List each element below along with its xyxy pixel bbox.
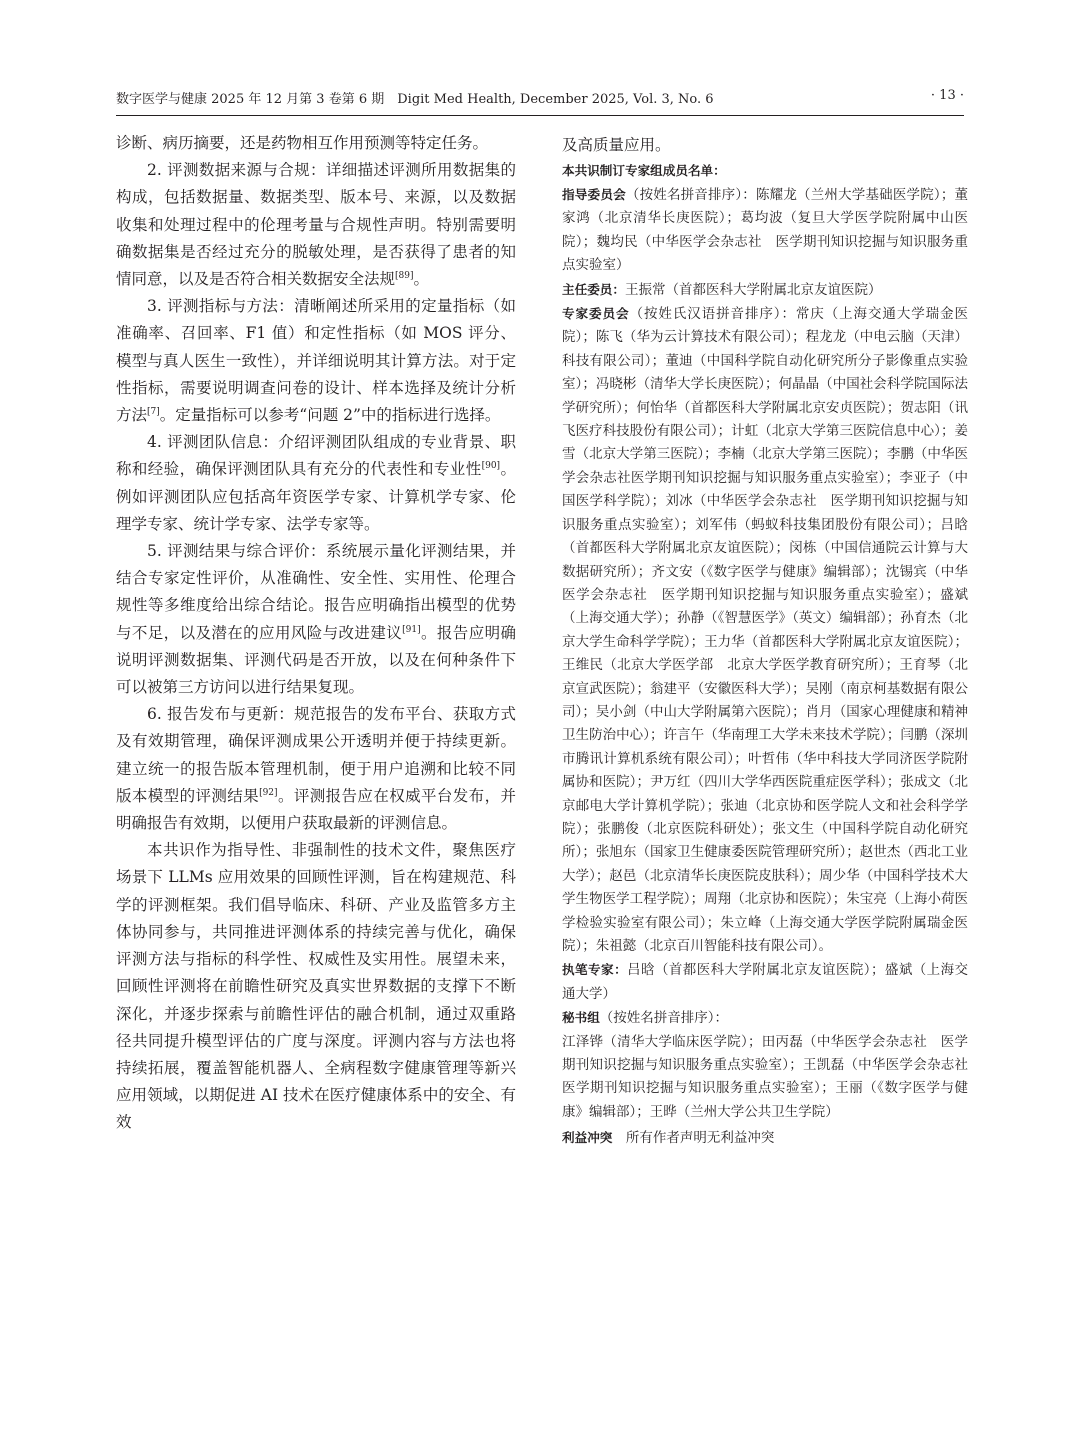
section-label: 指导委员会 bbox=[562, 187, 626, 202]
paragraph-text: 。例如评测团队应包括高年资医学专家、计算机学专家、伦理学专家、统计学专家、法学专家等。 bbox=[116, 460, 516, 533]
paragraph-text: 5. 评测结果与综合评价：系统展示量化评测结果，并结合专家定性评价，从准确性、安全性、实用性、伦理合规性等多维度给出综合结论。报告应明确指出模型的优势与不足，以及潜在的应用风险与改进建议 bbox=[116, 542, 516, 642]
paragraph-team bbox=[116, 429, 516, 538]
paragraph-continued: 诊断、病历摘要，还是药物相互作用预测等特定任务。 bbox=[116, 134, 489, 152]
section-text: （按姓名拼音排序）：陈耀龙（兰州大学基础医学院）；董家鸿（北京清华长庚医院）；葛均波（复旦大学医学院附属中山医院）；魏均民（中华医学会杂志社 医学期刊知识挖掘与知识服务重点实验室） bbox=[562, 187, 968, 274]
chair-committee bbox=[562, 278, 968, 302]
writing-experts bbox=[562, 958, 968, 1006]
citation-ref: [91] bbox=[402, 624, 421, 635]
paragraph-text: 。评测报告应在权威平台发布，并明确报告有效期，以便用户获取最新的评测信息。 bbox=[116, 786, 516, 833]
paragraph-text: 2. 评测数据来源与合规：详细描述评测所用数据集的构成，包括数据量、数据类型、版本号、来源，以及数据收集和处理过程中的伦理考量与合规性声明。特别需要明确数据集是否经过充分的脱敏处理，是否获得了患者的知情同意，以及是否符合相关数据安全法规 bbox=[116, 161, 516, 289]
guidance-committee bbox=[562, 183, 968, 278]
citation-ref: [7] bbox=[147, 406, 160, 417]
citation-ref: [90] bbox=[481, 461, 501, 472]
section-label: 秘书组 bbox=[562, 1010, 600, 1026]
paragraph-text: 4. 评测团队信息：介绍评测团队组成的专业背景、职称和经验，确保评测团队具有充分的代表性和专业性 bbox=[116, 433, 516, 479]
paragraph-release bbox=[116, 701, 516, 837]
member-list-title: 本共识制订专家组成员名单： bbox=[562, 163, 726, 178]
section-text: （按姓名拼音排序）： bbox=[599, 1010, 729, 1027]
paragraph-text: 。 bbox=[413, 270, 430, 289]
paragraph-metrics bbox=[116, 293, 516, 429]
section-text: 吕晗（首都医科大学附属北京友谊医院）；盛斌（上海交通大学） bbox=[562, 962, 969, 1002]
paragraph-text: 。报告应明确说明评测数据集、评测代码是否开放，以及在何种条件下可以被第三方访问以进行结果复现。 bbox=[116, 623, 516, 697]
citation-ref: [92] bbox=[259, 787, 278, 798]
journal-name-en: Digit Med Health, December 2025, Vol. 3, No. 6 bbox=[397, 92, 714, 107]
secretariat-members: 江泽铧（清华大学临床医学院）；田丙磊（中华医学会杂志社 医学期刊知识挖掘与知识服务重点实验室）；王凯磊（中华医学会杂志社 医学期刊知识挖掘与知识服务重点实验室）；王丽（《数字医学与健康》编辑部）；王晔（兰州大学公共卫生学院） bbox=[562, 1033, 982, 1120]
paragraph-text: 3. 评测指标与方法：清晰阐述所采用的定量指标（如准确率、召回率、F1 值）和定性指标（如 MOS 评分、模型与真人医生一致性），并详细说明其计算方法。对于定性指标，需要说明调查问卷的设计、样本选择及统计分析方法 bbox=[116, 297, 516, 425]
secretariat-heading bbox=[562, 1006, 968, 1030]
section-label: 主任委员： bbox=[562, 281, 625, 297]
left-column bbox=[116, 130, 516, 1137]
expert-committee bbox=[562, 302, 968, 958]
page-number: · 13 · bbox=[930, 88, 964, 103]
citation-ref: [89] bbox=[395, 270, 414, 281]
running-header bbox=[116, 88, 964, 112]
section-text: 王振常（首都医科大学附属北京友谊医院） bbox=[624, 281, 882, 298]
section-label: 专家委员会 bbox=[562, 306, 630, 322]
conflict-of-interest bbox=[562, 1126, 968, 1150]
journal-name-cn: 数字医学与健康 2025 年 12 月第 3 卷第 6 期 bbox=[116, 92, 385, 107]
paragraph-results bbox=[116, 538, 516, 701]
header-divider bbox=[116, 115, 964, 116]
section-label: 利益冲突 bbox=[562, 1130, 613, 1146]
right-column bbox=[562, 132, 982, 1151]
paragraph-conclusion: 本共识作为指导性、非强制性的技术文件，聚焦医疗场景下 LLMs 应用效果的回顾性评测，旨在构建规范、科学的评测框架。我们倡导临床、科研、产业及监管多方主体协同参与，共同推进评测体系的持续完善与优化，确保评测方法与指标的科学性、权威性及实用性。展望未来，回顾性评测将在前瞻性研究及真实世界数据的支撑下不断深化，并逐步探索与前瞻性评估的融合机制，通过双重路径共同提升模型评估的广度与深度。评测内容与方法也将持续拓展，覆盖智能机器人、全病程数字健康管理等新兴应用领域，以期促进 AI 技术在医疗健康体系中的安全、有效 bbox=[116, 841, 516, 1132]
section-text: （按姓氏汉语拼音排序）：常庆（上海交通大学瑞金医院）；陈飞（华为云计算技术有限公司）；程龙龙（中电云脑（天津）科技有限公司）；董迪（中国科学院自动化研究所分子影像重点实验室）；冯晓彬（清华大学长庚医院）；何晶晶（中国社会科学院国际法学研究所）；何怡华（首都医科大学附属北京安贞医院）；贺志阳（讯飞医疗科技股份有限公司）；计虹（北京大学第三医院信息中心）；姜雪（北京大学第三医院）；李楠（北京大学第三医院）；李鹏（中华医学会杂志社医学期刊知识挖掘与知识服务重点实验室）；李亚子（中国医学科学院）；刘冰（中华医学会杂志社 医学期刊知识挖掘与知识服务重点实验室）；刘军伟（蚂蚁科技集团股份有限公司）；吕晗（首都医科大学附属北京友谊医院）；闵栋（中国信通院云计算与大数据研究所）；齐文安（《数字医学与健康》编辑部）；沈锡宾（中华医学会杂志社 医学期刊知识挖掘与知识服务重点实验室）；盛斌（上海交通大学）；孙静（《智慧医学》（英文）编辑部）；孙育杰（北京大学生命科学学院）；王力华（首都医科大学附属北京友谊医院）；王维民（北京大学医学部 北京大学医学教育研究所）；王育琴（北京宣武医院）；翁建平（安徽医科大学）；吴刚（南京柯基数据有限公司）；吴小剑（中山大学附属第六医院）；肖月（国家心理健康和精神卫生防治中心）；许言午（华南理工大学未来技术学院）；闫鹏（深圳市腾讯计算机系统有限公司）；叶哲伟（华中科技大学同济医学院附属协和医院）；尹万红（四川大学华西医院重症医学科）；张成文（北京邮电大学计算机学院）；张迪（北京协和医学院人文和社会科学学院）；张鹏俊（北京医院科研处）；张文生（中国科学院自动化研究所）；张旭东（国家卫生健康委医院管理研究所）；赵世杰（西北工业大学）；赵邑（北京清华长庚医院皮肤科）；周少华（中国科学技术大学生物医学工程学院）；周翔（北京协和医院）；朱宝亮（上海小荷医学检验实验室有限公司）；朱立峰（上海交通大学医学院附属瑞金医院）；朱祖懿（北京百川智能科技有限公司）。 bbox=[562, 306, 969, 954]
paragraph-text: 6. 报告发布与更新：规范报告的发布平台、获取方式及有效期管理，确保评测成果公开透明并便于持续更新。建立统一的报告版本管理机制，便于用户追溯和比较不同版本模型的评测结果 bbox=[116, 705, 516, 805]
paragraph-text: 。定量指标可以参考“问题 2”中的指标进行选择。 bbox=[159, 406, 501, 425]
journal-citation bbox=[116, 88, 714, 107]
paragraph-data-source bbox=[116, 157, 516, 293]
section-label: 执笔专家： bbox=[562, 962, 628, 978]
section-text: 所有作者声明无利益冲突 bbox=[612, 1130, 775, 1147]
paragraph-tail: 及高质量应用。 bbox=[562, 136, 671, 154]
